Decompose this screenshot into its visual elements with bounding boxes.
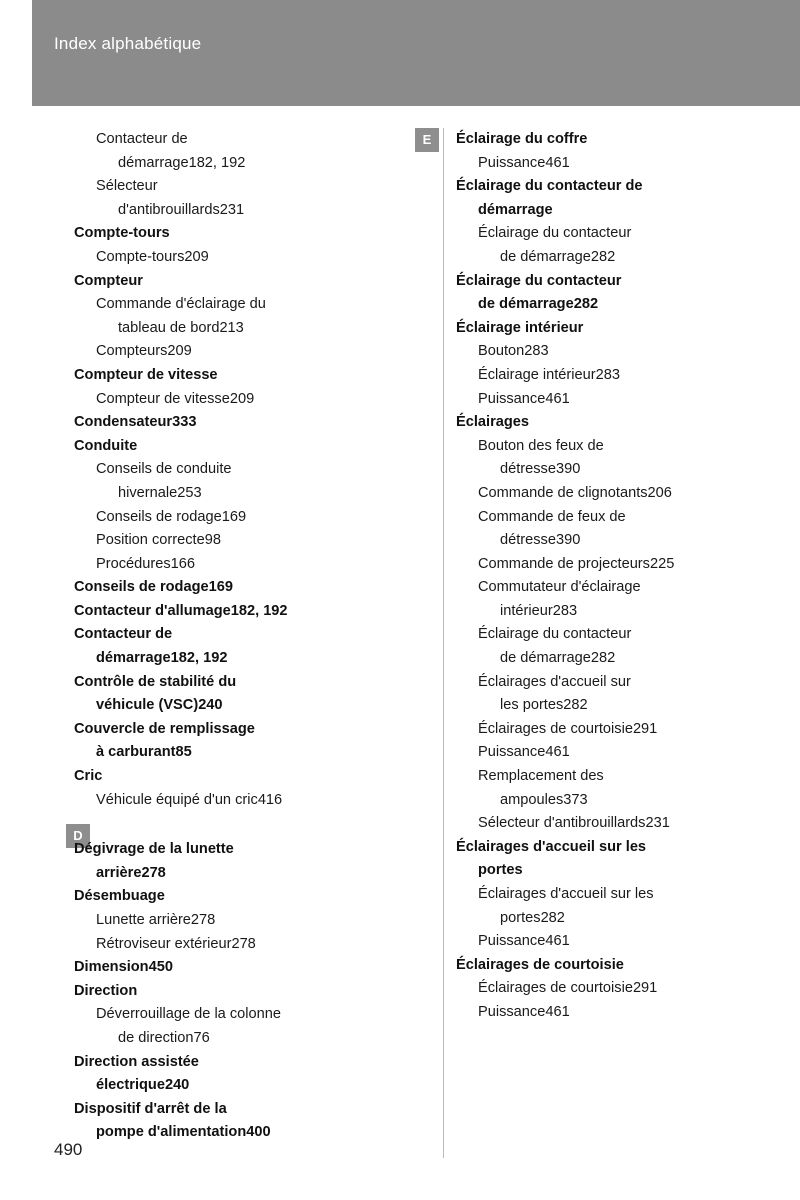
index-entry-text: Commutateur d'éclairage bbox=[478, 579, 641, 596]
index-entry-line bbox=[74, 576, 414, 600]
index-entry-line bbox=[456, 482, 756, 506]
index-entry-line bbox=[456, 152, 756, 176]
index-entry-page: 416 bbox=[257, 791, 283, 808]
index-entry-page: 182, 192 bbox=[230, 602, 288, 619]
index-entry-page: 278 bbox=[190, 912, 216, 928]
index-entry-text: Contrôle de stabilité du bbox=[74, 673, 237, 690]
index-entry-text: intérieur bbox=[500, 602, 553, 619]
index-content bbox=[0, 106, 800, 1200]
index-entry-text: de démarrage bbox=[478, 296, 574, 313]
index-entry-page: 169 bbox=[208, 579, 233, 596]
index-entry-text: Puissance bbox=[478, 1003, 546, 1020]
index-entry-line bbox=[74, 317, 414, 341]
index-entry-line bbox=[74, 458, 414, 482]
index-entry-line bbox=[74, 529, 414, 553]
index-entry-text: Cric bbox=[74, 768, 103, 785]
index-entry-line bbox=[74, 293, 414, 317]
index-entry-page: 240 bbox=[198, 697, 223, 714]
index-entry-text: Compte-tours bbox=[96, 248, 185, 265]
index-entry-page: 400 bbox=[246, 1124, 271, 1141]
index-entry-line bbox=[456, 411, 756, 435]
index-entry-line bbox=[74, 694, 414, 718]
index-entry-line bbox=[456, 600, 756, 624]
index-column-right bbox=[456, 128, 756, 1025]
index-entry-text: Éclairage intérieur bbox=[478, 366, 596, 383]
index-entry-page: 461 bbox=[545, 1003, 570, 1020]
index-entry-page: 461 bbox=[545, 933, 570, 950]
index-entry-page: 333 bbox=[172, 414, 197, 431]
index-entry-line bbox=[456, 246, 756, 270]
index-entry-text: ampoules bbox=[500, 791, 564, 808]
index-entry-text: hivernale bbox=[118, 484, 178, 501]
index-section-gap bbox=[74, 812, 414, 838]
index-entry-text: Contacteur de bbox=[96, 131, 188, 147]
index-entry-page: 282 bbox=[540, 909, 565, 926]
index-entry-line bbox=[456, 907, 756, 931]
index-entry-line bbox=[456, 553, 756, 577]
index-entry-line bbox=[74, 741, 414, 765]
index-entry-page: 282 bbox=[590, 650, 616, 667]
index-entry-page: 240 bbox=[164, 1077, 190, 1094]
index-entry-page: 206 bbox=[647, 484, 672, 501]
index-entry-line bbox=[456, 836, 756, 860]
index-entry-page: 461 bbox=[545, 154, 570, 171]
index-entry-line bbox=[456, 647, 756, 671]
index-entry-line bbox=[74, 765, 414, 789]
index-entry-text: Direction bbox=[74, 982, 138, 999]
index-entry-text: Position correcte bbox=[96, 532, 205, 549]
index-entry-text: Rétroviseur extérieur bbox=[96, 935, 232, 952]
index-entry-text: tableau de bord bbox=[118, 319, 220, 336]
index-entry-text: Contacteur d'allumage bbox=[74, 602, 231, 619]
page-header bbox=[32, 0, 800, 106]
index-entry-line bbox=[74, 1003, 414, 1027]
index-entry-page: 373 bbox=[563, 791, 588, 808]
index-entry-line bbox=[74, 862, 414, 886]
index-entry-text: Puissance bbox=[478, 390, 546, 407]
index-entry-line bbox=[74, 128, 414, 152]
index-entry-line bbox=[456, 529, 756, 553]
index-entry-line bbox=[74, 175, 414, 199]
index-entry-text: arrière bbox=[96, 864, 142, 881]
index-entry-text: Sélecteur bbox=[96, 178, 158, 195]
index-entry-line bbox=[74, 482, 414, 506]
index-entry-line bbox=[456, 718, 756, 742]
index-entry-line bbox=[456, 576, 756, 600]
index-entry-line bbox=[74, 152, 414, 176]
index-entry-line bbox=[74, 980, 414, 1004]
index-entry-text: portes bbox=[478, 862, 523, 879]
index-entry-text: Éclairage du contacteur de bbox=[456, 178, 643, 195]
index-entry-line bbox=[456, 388, 756, 412]
index-entry-line bbox=[74, 671, 414, 695]
index-entry-text: Procédures bbox=[96, 555, 171, 572]
index-entry-line bbox=[74, 270, 414, 294]
index-entry-page: 278 bbox=[141, 864, 166, 881]
index-entry-text: Déverrouillage de la colonne bbox=[96, 1006, 281, 1023]
index-entry-text: Remplacement des bbox=[478, 768, 604, 785]
index-entry-text: Compteur de vitesse bbox=[96, 390, 230, 407]
index-entry-text: démarrage bbox=[478, 201, 553, 218]
index-entry-text: les portes bbox=[500, 697, 564, 714]
index-entry-page: 85 bbox=[175, 744, 192, 761]
index-entry-text: Direction assistée bbox=[74, 1053, 199, 1070]
index-entry-text: démarrage bbox=[118, 154, 189, 171]
index-entry-text: portes bbox=[500, 909, 541, 926]
index-entry-text: Commande de clignotants bbox=[478, 484, 648, 501]
index-entry-text: Éclairages bbox=[456, 414, 530, 431]
index-entry-page: 209 bbox=[167, 343, 192, 360]
index-entry-page: 98 bbox=[204, 532, 221, 549]
index-entry-line bbox=[456, 222, 756, 246]
index-entry-line bbox=[74, 411, 414, 435]
index-entry-line bbox=[456, 435, 756, 459]
index-entry-page: 282 bbox=[590, 248, 616, 265]
index-column-left bbox=[74, 128, 414, 1145]
index-entry-line bbox=[456, 1001, 756, 1025]
index-entry-line bbox=[456, 977, 756, 1001]
index-entry-line bbox=[74, 340, 414, 364]
index-entry-line bbox=[456, 930, 756, 954]
index-entry-line bbox=[74, 600, 414, 624]
index-entry-text: Commande de feux de bbox=[478, 508, 626, 525]
index-entry-text: Conduite bbox=[74, 437, 138, 454]
index-entry-text: Compteur bbox=[74, 272, 143, 289]
index-entry-text: Contacteur de bbox=[74, 626, 173, 643]
index-entry-line bbox=[456, 671, 756, 695]
index-entry-page: 283 bbox=[524, 343, 549, 360]
index-entry-page: 390 bbox=[555, 461, 581, 478]
index-entry-text: Dégivrage de la lunette bbox=[74, 841, 234, 858]
index-entry-text: Véhicule équipé d'un cric bbox=[96, 791, 258, 808]
index-entry-text: Éclairage intérieur bbox=[456, 319, 584, 336]
index-entry-page: 182, 192 bbox=[170, 650, 228, 667]
index-entry-page: 282 bbox=[563, 697, 588, 714]
index-entry-page: 278 bbox=[231, 935, 256, 952]
index-entry-text: démarrage bbox=[96, 650, 171, 667]
index-entry-text: Éclairages de courtoisie bbox=[456, 956, 624, 973]
index-entry-page: 166 bbox=[170, 555, 195, 572]
index-entry-text: Désembuage bbox=[74, 888, 165, 905]
column-divider bbox=[443, 128, 444, 1158]
index-entry-line bbox=[456, 317, 756, 341]
letter-tab-e: E bbox=[415, 128, 439, 152]
index-entry-page: 291 bbox=[632, 720, 658, 737]
index-entry-line bbox=[74, 435, 414, 459]
index-entry-line bbox=[74, 1121, 414, 1145]
page-title: Index alphabétique bbox=[54, 34, 202, 53]
index-entry-line bbox=[456, 199, 756, 223]
index-entry-text: Compteur de vitesse bbox=[74, 366, 218, 383]
index-entry-text: Compteurs bbox=[96, 343, 168, 360]
index-entry-line bbox=[74, 789, 414, 813]
index-entry-line bbox=[74, 623, 414, 647]
index-entry-page: 209 bbox=[229, 390, 255, 407]
index-entry-text: Puissance bbox=[478, 744, 546, 761]
index-entry-text: Puissance bbox=[478, 154, 546, 171]
index-entry-line bbox=[74, 364, 414, 388]
index-entry-page: 169 bbox=[221, 508, 247, 525]
index-entry-text: Éclairage du contacteur bbox=[478, 626, 632, 643]
index-entry-line bbox=[456, 812, 756, 836]
index-entry-page: 231 bbox=[645, 815, 670, 832]
index-entry-line bbox=[74, 956, 414, 980]
index-entry-page: 76 bbox=[193, 1029, 210, 1046]
index-entry-text: Éclairages de courtoisie bbox=[478, 720, 633, 737]
index-entry-text: Dimension bbox=[74, 959, 149, 976]
index-entry-line bbox=[456, 765, 756, 789]
index-entry-text: détresse bbox=[500, 461, 556, 478]
index-entry-page: 231 bbox=[219, 201, 245, 218]
index-entry-text: véhicule (VSC) bbox=[96, 697, 199, 714]
index-entry-text: électrique bbox=[96, 1077, 165, 1094]
index-entry-text: de démarrage bbox=[500, 650, 591, 667]
index-entry-page: 291 bbox=[632, 980, 658, 997]
index-entry-page: 209 bbox=[184, 248, 209, 265]
index-entry-text: Compte-tours bbox=[74, 225, 170, 242]
index-entry-line bbox=[456, 340, 756, 364]
index-entry-text: Commande de projecteurs bbox=[478, 555, 650, 572]
index-entry-text: Conseils de rodage bbox=[74, 579, 209, 596]
index-entry-page: 282 bbox=[573, 296, 599, 313]
index-entry-text: Éclairage du contacteur bbox=[456, 272, 622, 289]
index-entry-line bbox=[456, 623, 756, 647]
index-entry-text: Sélecteur d'antibrouillards bbox=[478, 815, 646, 832]
index-entry-text: Éclairages d'accueil sur les bbox=[478, 886, 654, 902]
index-entry-text: Bouton bbox=[478, 343, 525, 360]
index-entry-line bbox=[74, 838, 414, 862]
index-entry-page: 390 bbox=[555, 532, 581, 549]
index-entry-text: Éclairages d'accueil sur bbox=[478, 673, 631, 690]
index-entry-page: 182, 192 bbox=[188, 154, 246, 171]
index-entry-line bbox=[74, 199, 414, 223]
index-entry-text: Éclairages d'accueil sur les bbox=[456, 838, 647, 855]
index-entry-text: d'antibrouillards bbox=[118, 201, 220, 218]
index-entry-line bbox=[74, 388, 414, 412]
index-entry-text: Éclairage du contacteur bbox=[478, 225, 632, 242]
index-entry-text: détresse bbox=[500, 532, 556, 549]
index-entry-line bbox=[456, 883, 756, 907]
index-entry-line bbox=[456, 859, 756, 883]
index-entry-line bbox=[74, 246, 414, 270]
index-entry-line bbox=[456, 741, 756, 765]
index-entry-line bbox=[74, 1027, 414, 1051]
index-entry-line bbox=[456, 293, 756, 317]
letter-tab-d: D bbox=[66, 824, 90, 848]
index-entry-line bbox=[74, 885, 414, 909]
index-entry-line bbox=[456, 506, 756, 530]
index-entry-page: 253 bbox=[177, 484, 202, 501]
index-entry-page: 225 bbox=[649, 555, 675, 572]
index-entry-text: Lunette arrière bbox=[96, 912, 191, 928]
index-entry-page: 213 bbox=[219, 319, 244, 336]
index-entry-text: Conseils de rodage bbox=[96, 508, 222, 525]
index-entry-text: Couvercle de remplissage bbox=[74, 720, 255, 737]
page-number: 490 bbox=[54, 1140, 83, 1159]
index-entry-line bbox=[74, 553, 414, 577]
index-entry-text: Commande d'éclairage du bbox=[96, 296, 266, 313]
index-entry-page: 461 bbox=[545, 390, 570, 407]
index-entry-line bbox=[456, 954, 756, 978]
index-entry-text: à carburant bbox=[96, 744, 176, 761]
index-entry-page: 461 bbox=[545, 744, 570, 761]
index-entry-page: 283 bbox=[552, 602, 578, 619]
index-entry-text: Dispositif d'arrêt de la bbox=[74, 1100, 227, 1117]
index-entry-line bbox=[456, 270, 756, 294]
index-entry-line bbox=[74, 1098, 414, 1122]
index-entry-line bbox=[74, 909, 414, 933]
index-entry-page: 450 bbox=[148, 959, 173, 976]
index-entry-text: Conseils de conduite bbox=[96, 461, 232, 478]
index-entry-line bbox=[456, 175, 756, 199]
index-entry-line bbox=[456, 789, 756, 813]
index-entry-line bbox=[456, 128, 756, 152]
index-entry-text: Puissance bbox=[478, 933, 546, 950]
index-entry-text: de démarrage bbox=[500, 248, 591, 265]
index-entry-text: pompe d'alimentation bbox=[96, 1124, 247, 1141]
index-entry-text: Condensateur bbox=[74, 414, 173, 431]
index-entry-text: Éclairage du coffre bbox=[456, 131, 588, 147]
index-entry-line bbox=[74, 647, 414, 671]
index-entry-line bbox=[74, 933, 414, 957]
index-entry-line bbox=[74, 1051, 414, 1075]
index-entry-text: Éclairages de courtoisie bbox=[478, 980, 633, 997]
index-entry-page: 283 bbox=[595, 366, 620, 383]
index-entry-line bbox=[74, 222, 414, 246]
index-entry-line bbox=[456, 364, 756, 388]
index-entry-line bbox=[74, 718, 414, 742]
index-entry-line bbox=[74, 1074, 414, 1098]
index-entry-line bbox=[456, 458, 756, 482]
index-entry-line bbox=[456, 694, 756, 718]
index-entry-line bbox=[74, 506, 414, 530]
index-entry-text: Bouton des feux de bbox=[478, 437, 604, 454]
index-entry-text: de direction bbox=[118, 1029, 194, 1046]
